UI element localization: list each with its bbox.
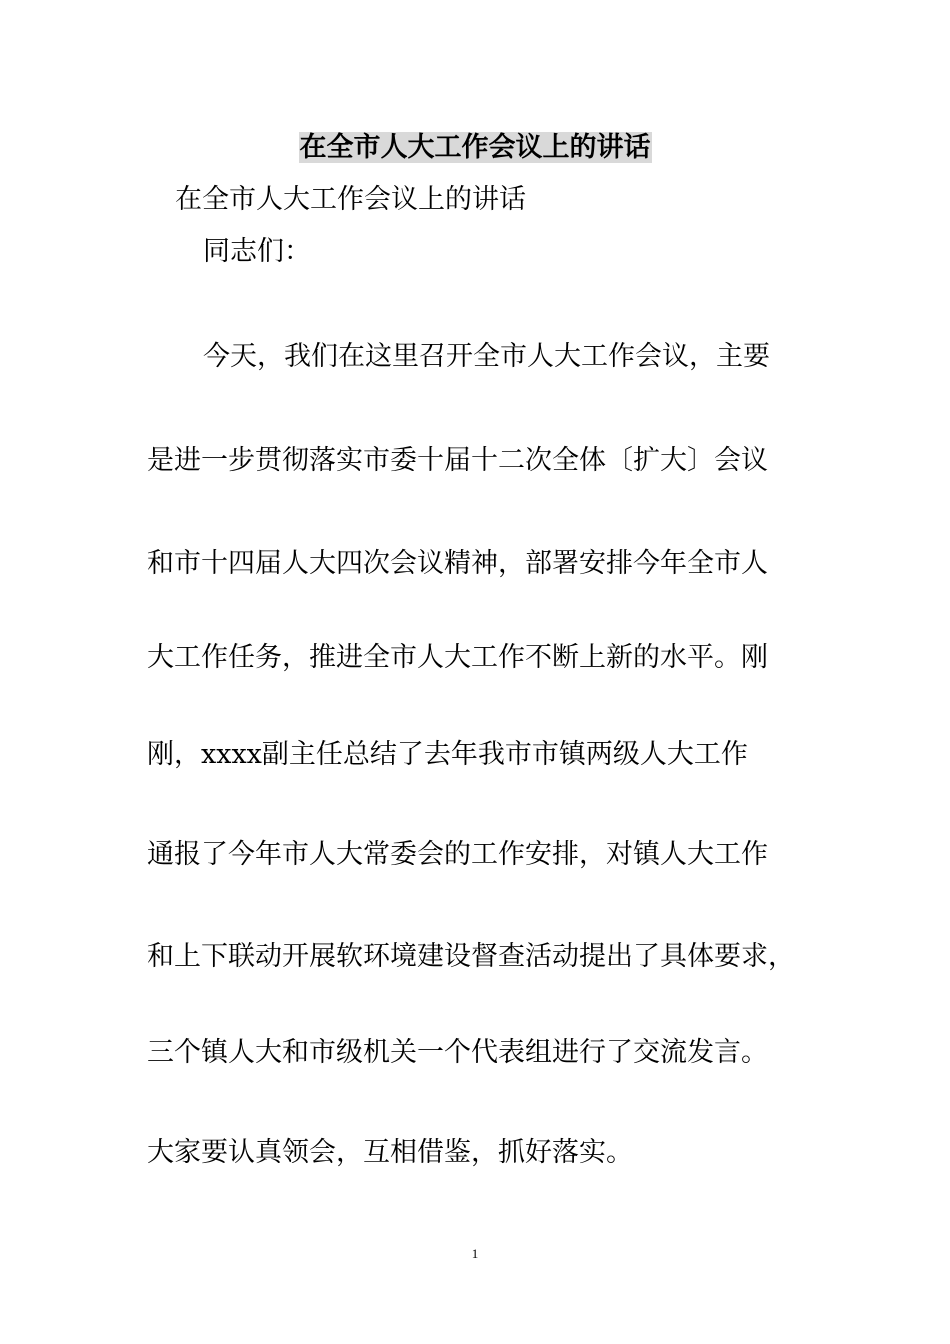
paragraph-line: 今天，我们在这里召开全市人大工作会议，主要: [203, 341, 770, 372]
paragraph-line: 是进一步贯彻落实市委十届十二次全体〔扩大〕会议: [147, 445, 768, 476]
paragraph-line: 和上下联动开展软环境建设督查活动提出了具体要求，: [147, 941, 795, 972]
paragraph-line: 三个镇人大和市级机关一个代表组进行了交流发言。: [147, 1037, 768, 1068]
document-title: [0, 128, 950, 168]
paragraph-line: 和市十四届人大四次会议精神，部署安排今年全市人: [147, 548, 768, 579]
page-number: 1: [471, 1246, 479, 1261]
document-subtitle: 在全市人大工作会议上的讲话: [175, 184, 526, 215]
paragraph-line: 通报了今年市人大常委会的工作安排，对镇人大工作: [147, 839, 768, 870]
document-title-text: 在全市人大工作会议上的讲话: [299, 132, 651, 163]
paragraph-line: 大家要认真领会，互相借鉴，抓好落实。: [147, 1137, 633, 1168]
paragraph-line: 刚，xxxx副主任总结了去年我市市镇两级人大工作: [147, 739, 748, 770]
greeting: 同志们：: [203, 236, 311, 267]
paragraph-line: 大工作任务，推进全市人大工作不断上新的水平。刚: [147, 642, 768, 673]
